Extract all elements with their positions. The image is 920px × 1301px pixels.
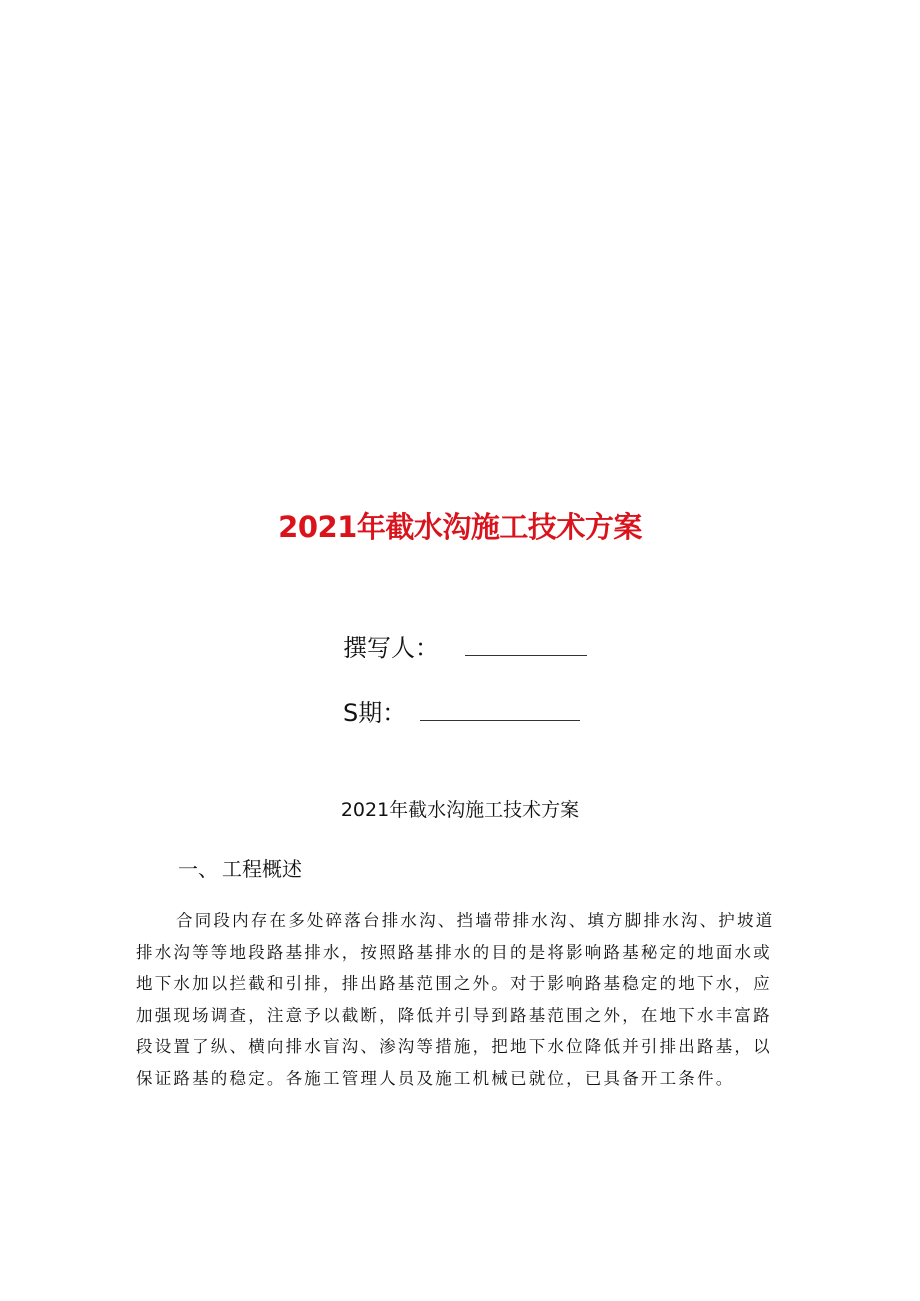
cover-title: 2021年截水沟施工技术方案 (278, 510, 642, 544)
section-title: 工程概述 (222, 857, 302, 881)
date-field (343, 693, 580, 728)
date-label: S期： (343, 699, 407, 727)
body-paragraph: 合同段内存在多处碎落台排水沟、挡墙带排水沟、填方脚排水沟、护坡道排水沟等等地段路基排水，按照路基排水的目的是将影响路基秘定的地面水或地下水加以拦截和引排，排出路基范围之外。对于影响路基稳定的地下水，应加强现场调查，注意予以截断，降低并引导到路基范围之外，在地下水丰富路段设置了纵、横向排水盲沟、渗沟等措施，把地下水位降低并引排出路基，以保证路基的稳定。各施工管理人员及施工机械已就位，已具备开工条件。 (136, 911, 775, 1088)
document-title: 2021年截水沟施工技术方案 (340, 799, 580, 821)
author-blank-line[interactable] (465, 631, 587, 656)
section-body (136, 905, 786, 1094)
section-heading (178, 853, 302, 882)
date-blank-line[interactable] (420, 696, 580, 721)
author-label: 撰写人： (343, 634, 439, 662)
section-number: 一、 (178, 857, 218, 881)
author-field (343, 628, 587, 663)
